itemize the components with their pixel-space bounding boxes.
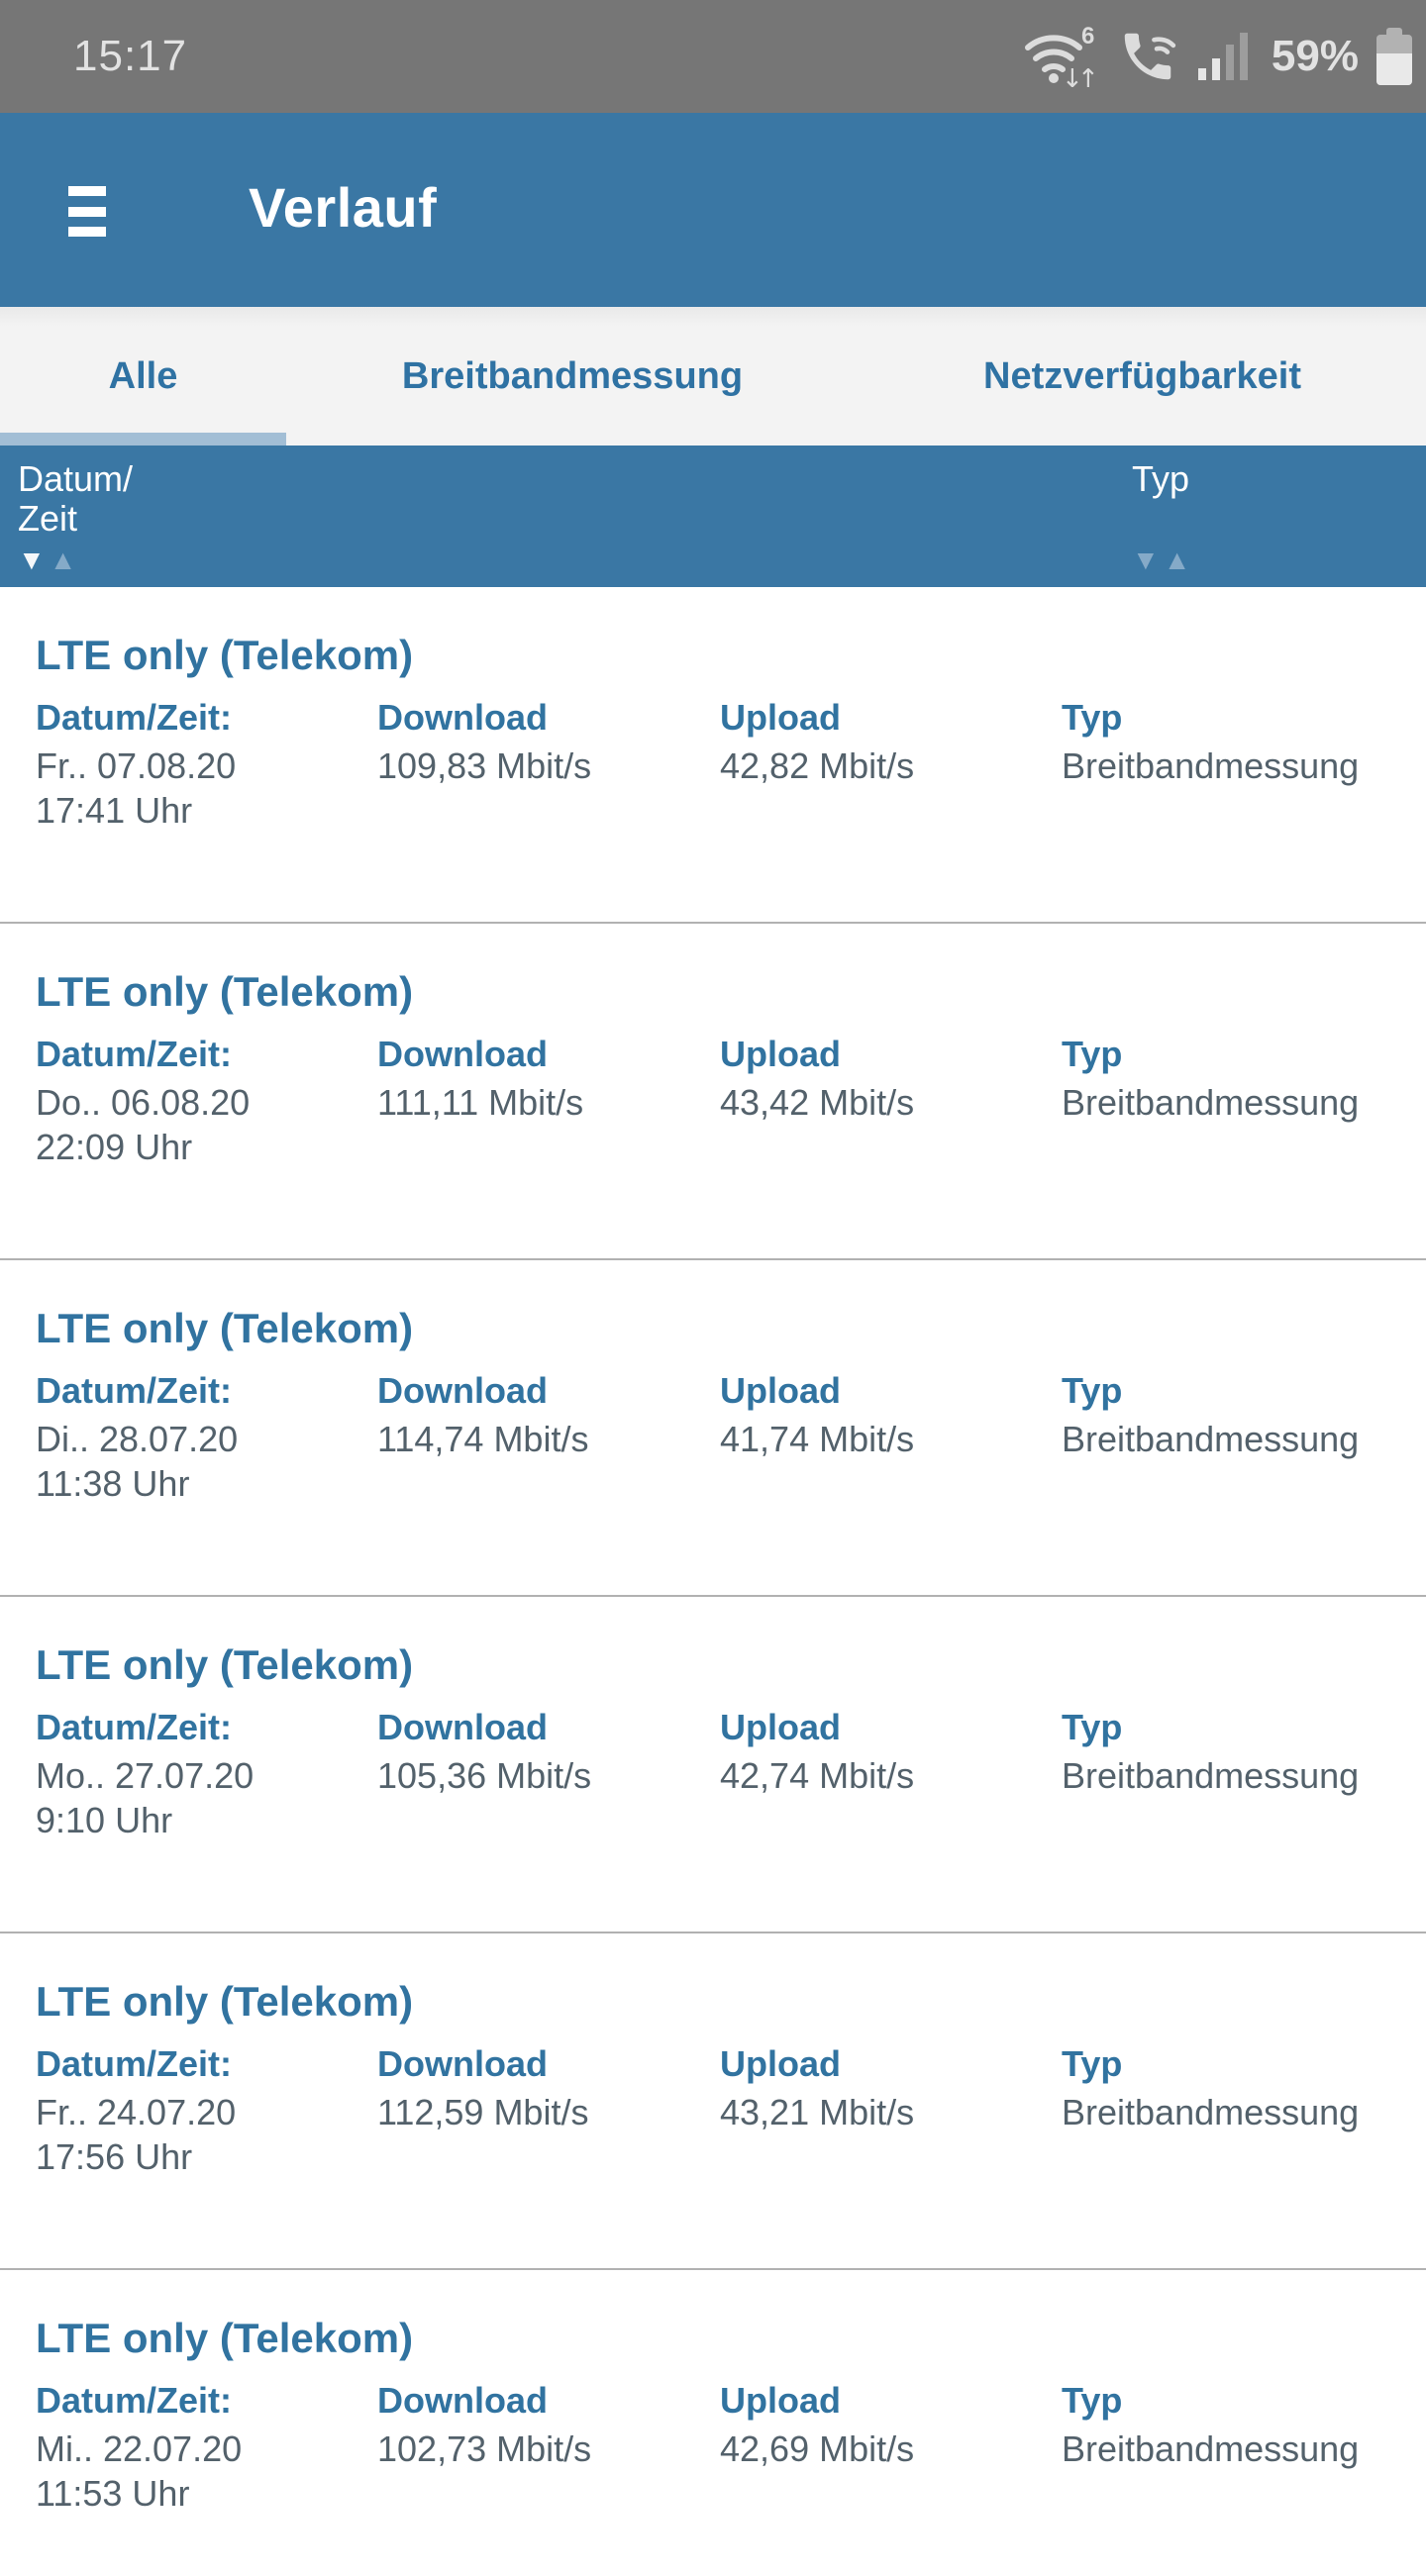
download-value: 111,11 Mbit/s	[377, 1082, 584, 1123]
upload-value: 41,74 Mbit/s	[720, 1419, 915, 1459]
battery-percent: 59%	[1271, 32, 1359, 80]
download-value: 109,83 Mbit/s	[377, 745, 592, 786]
date-value: Mi.. 22.07.20	[36, 2428, 243, 2469]
download-label: Download	[377, 697, 548, 738]
typ-label: Typ	[1062, 1707, 1123, 1747]
list-item[interactable]	[0, 1597, 1426, 1933]
list-item[interactable]	[0, 2270, 1426, 2576]
svg-text:6: 6	[1080, 26, 1095, 50]
upload-value: 43,21 Mbit/s	[720, 2092, 915, 2132]
cell-typ	[1062, 2379, 1426, 2516]
datum-label: Datum/Zeit:	[36, 697, 232, 738]
typ-label: Typ	[1062, 697, 1123, 738]
typ-label: Typ	[1062, 2380, 1123, 2421]
download-label: Download	[377, 2043, 548, 2084]
battery-icon	[1376, 28, 1412, 85]
download-label: Download	[377, 2380, 548, 2421]
clock: 15:17	[73, 32, 188, 80]
sort-asc-icon[interactable]: ▲	[1163, 545, 1195, 575]
download-value: 105,36 Mbit/s	[377, 1755, 592, 1796]
cell-typ	[1062, 1706, 1426, 1842]
cell-datum	[36, 696, 377, 833]
time-value: 11:38 Uhr	[36, 1463, 190, 1504]
list-item[interactable]	[0, 587, 1426, 924]
cell-datum	[36, 1706, 377, 1842]
download-value: 102,73 Mbit/s	[377, 2428, 592, 2469]
measurement-list	[0, 587, 1426, 2576]
sort-desc-icon[interactable]: ▼	[18, 545, 50, 575]
upload-label: Upload	[720, 2380, 841, 2421]
network-name: LTE only (Telekom)	[36, 1641, 414, 1688]
download-label: Download	[377, 1707, 548, 1747]
signal-strength-icon	[1196, 29, 1252, 84]
tab-bar	[0, 307, 1426, 446]
cell-upload	[720, 2042, 1062, 2179]
date-value: Do.. 06.08.20	[36, 1082, 251, 1123]
upload-label: Upload	[720, 697, 841, 738]
time-value: 17:56 Uhr	[36, 2136, 193, 2177]
typ-value: Breitbandmessung	[1062, 1082, 1360, 1123]
network-name: LTE only (Telekom)	[36, 632, 414, 678]
datum-label: Datum/Zeit:	[36, 1370, 232, 1411]
typ-label: Typ	[1062, 1370, 1123, 1411]
upload-value: 42,74 Mbit/s	[720, 1755, 915, 1796]
network-name: LTE only (Telekom)	[36, 968, 414, 1015]
table-header	[0, 446, 1426, 587]
download-value: 114,74 Mbit/s	[377, 1419, 589, 1459]
app-header	[0, 113, 1426, 307]
cell-download	[377, 1369, 720, 1506]
datum-label: Datum/Zeit:	[36, 2043, 232, 2084]
upload-label: Upload	[720, 1707, 841, 1747]
column-header-typ: Typ	[1132, 458, 1190, 499]
cell-upload	[720, 1706, 1062, 1842]
page-title: Verlauf	[249, 175, 438, 239]
sort-desc-icon[interactable]: ▼	[1132, 545, 1164, 575]
datum-label: Datum/Zeit:	[36, 1034, 232, 1074]
hamburger-menu-icon[interactable]	[68, 186, 106, 237]
datum-label: Datum/Zeit:	[36, 2380, 232, 2421]
cell-upload	[720, 2379, 1062, 2516]
svg-text:↑: ↑	[1076, 64, 1099, 87]
cell-typ	[1062, 696, 1426, 833]
status-bar	[0, 0, 1426, 113]
network-name: LTE only (Telekom)	[36, 1305, 414, 1351]
cell-datum	[36, 2042, 377, 2179]
cell-datum	[36, 1033, 377, 1169]
wifi6-icon	[1024, 26, 1099, 87]
cell-upload	[720, 696, 1062, 833]
time-value: 9:10 Uhr	[36, 1800, 173, 1840]
network-name: LTE only (Telekom)	[36, 1978, 414, 2025]
date-value: Di.. 28.07.20	[36, 1419, 239, 1459]
download-label: Download	[377, 1034, 548, 1074]
cell-download	[377, 2379, 720, 2516]
tab-breitbandmessung[interactable]: Breitbandmessung	[401, 354, 744, 397]
download-value: 112,59 Mbit/s	[377, 2092, 589, 2132]
typ-value: Breitbandmessung	[1062, 2428, 1360, 2469]
cell-upload	[720, 1369, 1062, 1506]
tab-alle[interactable]: Alle	[108, 354, 178, 397]
time-value: 22:09 Uhr	[36, 1127, 193, 1167]
date-value: Mo.. 27.07.20	[36, 1755, 255, 1796]
typ-value: Breitbandmessung	[1062, 1419, 1360, 1459]
cell-download	[377, 1033, 720, 1169]
column-header-datum-zeit: Datum/ Zeit	[18, 458, 134, 539]
datum-label: Datum/Zeit:	[36, 1707, 232, 1747]
typ-label: Typ	[1062, 2043, 1123, 2084]
list-item[interactable]	[0, 1933, 1426, 2270]
active-tab-indicator	[0, 433, 286, 446]
upload-label: Upload	[720, 1370, 841, 1411]
cell-download	[377, 1706, 720, 1842]
status-icons	[1024, 26, 1412, 87]
date-value: Fr.. 24.07.20	[36, 2092, 237, 2132]
cell-typ	[1062, 1369, 1426, 1506]
upload-label: Upload	[720, 1034, 841, 1074]
upload-value: 42,82 Mbit/s	[720, 745, 915, 786]
typ-value: Breitbandmessung	[1062, 1755, 1360, 1796]
upload-value: 43,42 Mbit/s	[720, 1082, 915, 1123]
network-name: LTE only (Telekom)	[36, 2315, 414, 2361]
list-item[interactable]	[0, 924, 1426, 1260]
cell-datum	[36, 2379, 377, 2516]
cell-typ	[1062, 2042, 1426, 2179]
tab-netzverfuegbarkeit[interactable]: Netzverfügbarkeit	[983, 354, 1301, 397]
typ-label: Typ	[1062, 1034, 1123, 1074]
sort-control-datum[interactable]	[18, 545, 80, 576]
cell-download	[377, 696, 720, 833]
typ-value: Breitbandmessung	[1062, 745, 1360, 786]
cell-download	[377, 2042, 720, 2179]
typ-value: Breitbandmessung	[1062, 2092, 1360, 2132]
upload-value: 42,69 Mbit/s	[720, 2428, 915, 2469]
cell-upload	[720, 1033, 1062, 1169]
cell-typ	[1062, 1033, 1426, 1169]
time-value: 11:53 Uhr	[36, 2473, 190, 2514]
cell-datum	[36, 1369, 377, 1506]
date-value: Fr.. 07.08.20	[36, 745, 237, 786]
svg-text:↓: ↓	[1061, 64, 1083, 87]
download-label: Download	[377, 1370, 548, 1411]
sort-asc-icon[interactable]: ▲	[49, 545, 81, 575]
time-value: 17:41 Uhr	[36, 790, 193, 831]
sort-control-typ[interactable]	[1132, 545, 1194, 576]
wifi-calling-icon	[1115, 26, 1180, 87]
list-item[interactable]	[0, 1260, 1426, 1597]
upload-label: Upload	[720, 2043, 841, 2084]
